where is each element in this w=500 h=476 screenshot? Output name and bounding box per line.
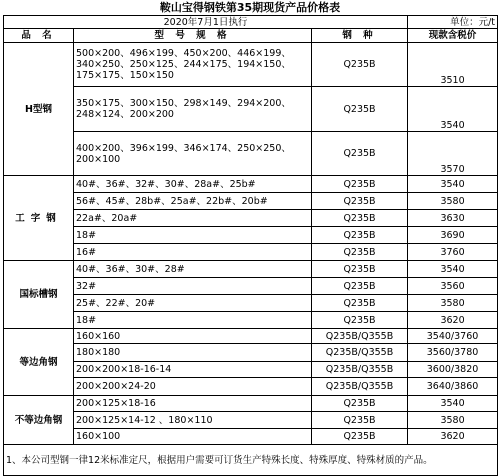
price-cell: 3580 [408, 412, 498, 429]
table-row [4, 295, 498, 312]
table-row [4, 261, 498, 278]
price-cell: 3540/3760 [408, 329, 498, 344]
steel-grade-cell: Q235B/Q355B [312, 362, 408, 378]
table-row [4, 132, 498, 176]
spec-cell: 40#、36#、30#、28# [74, 261, 312, 278]
steel-grade-cell: Q235B/Q355B [312, 344, 408, 362]
price-cell: 3600/3820 [408, 362, 498, 378]
table-row [4, 193, 498, 210]
table-row [4, 87, 498, 132]
table-row [4, 227, 498, 244]
steel-grade-cell: Q235B [312, 312, 408, 329]
steel-grade-cell: Q235B [312, 295, 408, 312]
price-cell: 3690 [408, 227, 498, 244]
spec-cell: 160×160 [74, 329, 312, 344]
category-equal-angle: 等边角钢 [4, 329, 74, 396]
spec-cell: 160×100 [74, 429, 312, 445]
steel-grade-cell: Q235B/Q355B [312, 329, 408, 344]
price-cell: 3620 [408, 429, 498, 445]
spec-cell: 350×175、300×150、298×149、294×200、248×124、200×200 [74, 87, 312, 132]
subheader-row [4, 16, 498, 29]
steel-grade-cell: Q235B [312, 193, 408, 210]
table-row [4, 362, 498, 378]
steel-grade-cell: Q235B [312, 396, 408, 412]
spec-cell: 200×125×14-12 、180×110 [74, 412, 312, 429]
steel-grade-cell: Q235B [312, 244, 408, 261]
header-spec: 型 号 规 格 [74, 29, 312, 43]
category-i-beam: 工字钢 [4, 176, 74, 261]
spec-cell: 200×200×24-20 [74, 378, 312, 396]
spec-cell: 200×200×18-16-14 [74, 362, 312, 378]
effective-date: 2020年7月1日执行 [4, 16, 408, 29]
column-header-row [4, 29, 498, 43]
table-row [4, 429, 498, 445]
price-cell: 3540 [408, 176, 498, 193]
category-h-beam: H型钢 [4, 43, 74, 176]
footnote: 1、本公司型钢一律12米标准定尺，根据用户需要可订货生产特殊长度、特殊厚度、特殊材质的产品。 [4, 445, 498, 476]
table-row [4, 396, 498, 412]
spec-cell: 200×125×18-16 [74, 396, 312, 412]
steel-grade-cell: Q235B [312, 43, 408, 87]
price-cell: 3540 [408, 396, 498, 412]
table-row [4, 244, 498, 261]
table-row [4, 176, 498, 193]
price-sheet [3, 1, 497, 476]
price-table [3, 15, 498, 476]
price-cell: 3760 [408, 244, 498, 261]
price-cell: 3560 [408, 278, 498, 295]
spec-cell: 180×180 [74, 344, 312, 362]
price-cell: 3630 [408, 210, 498, 227]
table-row [4, 278, 498, 295]
steel-grade-cell: Q235B [312, 412, 408, 429]
price-cell: 3560/3780 [408, 344, 498, 362]
price-cell: 3620 [408, 312, 498, 329]
table-row [4, 312, 498, 329]
steel-grade-cell: Q235B [312, 132, 408, 176]
spec-cell: 16# [74, 244, 312, 261]
spec-cell: 56#、45#、28b#、25a#、22b#、20b# [74, 193, 312, 210]
spec-cell: 400×200、396×199、346×174、250×250、200×100 [74, 132, 312, 176]
table-row [4, 329, 498, 344]
unit-label: 单位：元/t [408, 16, 498, 29]
steel-grade-cell: Q235B [312, 176, 408, 193]
header-product-name: 品 名 [4, 29, 74, 43]
steel-grade-cell: Q235B [312, 429, 408, 445]
table-row [4, 43, 498, 87]
table-row [4, 378, 498, 396]
spec-cell: 22a#、20a# [74, 210, 312, 227]
steel-grade-cell: Q235B [312, 87, 408, 132]
price-cell: 3540 [408, 87, 498, 132]
steel-grade-cell: Q235B [312, 261, 408, 278]
price-cell: 3640/3860 [408, 378, 498, 396]
spec-cell: 25#、22#、20# [74, 295, 312, 312]
table-row [4, 344, 498, 362]
price-cell: 3510 [408, 43, 498, 87]
header-steel-grade: 钢 种 [312, 29, 408, 43]
price-cell: 3580 [408, 193, 498, 210]
spec-cell: 40#、36#、32#、30#、28a#、25b# [74, 176, 312, 193]
steel-grade-cell: Q235B [312, 227, 408, 244]
note-row [4, 445, 498, 476]
spec-cell: 18# [74, 312, 312, 329]
spec-cell: 32# [74, 278, 312, 295]
steel-grade-cell: Q235B [312, 210, 408, 227]
table-row [4, 412, 498, 429]
price-cell: 3540 [408, 261, 498, 278]
spec-cell: 18# [74, 227, 312, 244]
steel-grade-cell: Q235B [312, 278, 408, 295]
document-title: 鞍山宝得钢铁第35期现货产品价格表 [159, 1, 341, 14]
category-channel: 国标槽钢 [4, 261, 74, 329]
steel-grade-cell: Q235B/Q355B [312, 378, 408, 396]
price-cell: 3570 [408, 132, 498, 176]
category-unequal-angle: 不等边角钢 [4, 396, 74, 445]
spec-cell: 500×200、496×199、450×200、446×199、340×250、250×125、244×175、194×150、175×175、150×150 [74, 43, 312, 87]
price-cell: 3580 [408, 295, 498, 312]
table-row [4, 210, 498, 227]
header-price: 现款含税价 [408, 29, 498, 43]
